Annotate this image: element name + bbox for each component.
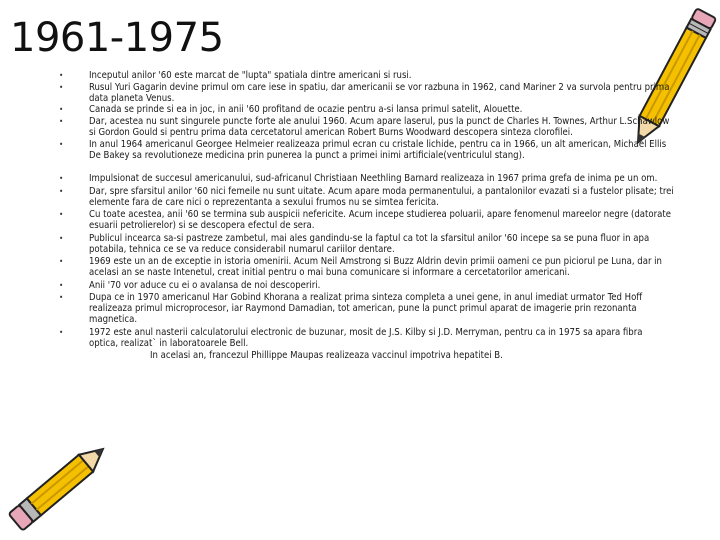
list-item-text: 1969 este un an de exceptie in istoria omenirii. Acum Neil Amstrong si Buzz Aldrin devin primii oameni ce pun piciorul pe Luna, dar in acelasi an se naste Intenetul, creat initial pentru o mai buna comunicare si informare a cercetatorilor americani. [89, 256, 662, 279]
list-item [58, 116, 674, 138]
bullet-icon: • [59, 186, 64, 196]
content-body [58, 70, 674, 362]
bullet-icon: • [59, 280, 64, 290]
list-item [58, 104, 674, 115]
list-item-text: Anii '70 vor aduce cu ei o avalansa de noi descoperiri. [89, 279, 321, 291]
list-item [58, 173, 674, 184]
bullet-icon: • [59, 257, 64, 267]
bullet-icon: • [59, 327, 64, 337]
list-item [58, 327, 674, 349]
bullet-list-2 [58, 173, 674, 361]
list-item-text: Dupa ce in 1970 americanul Har Gobind Khorana a realizat prima sinteza completa a unei gene, in anul imediat urmator Ted Hoff realizeaza primul microprocesor, iar Raymond Damadian, tot american, pune la punct primul aparat de imagerie prin rezonanta magnetica. [89, 291, 643, 326]
list-item [58, 82, 674, 104]
list-item-continuation [58, 350, 674, 361]
list-item-text: In anul 1964 americanul Georgee Helmeier realizeaza primul ecran cu cristale lichide, pentru ca in 1966, un alt american, Michael Ellis De Bakey sa revolutioneze medicina prin punerea la punct a primei inimi artificiale(ventriculul stang). [89, 138, 667, 161]
bullet-icon: • [59, 105, 64, 115]
list-item [58, 292, 674, 325]
list-item [58, 70, 674, 81]
list-item-text: Cu toate acestea, anii '60 se termina sub auspicii nefericite. Acum incepe studierea poluarii, apare fenomenul mareelor negre (datorate esuarii petrolierelor) si se descopera efectul de sera. [89, 209, 671, 232]
bullet-icon: • [59, 116, 64, 126]
list-item [58, 209, 674, 231]
list-item-text: Inceputul anilor '60 este marcat de "lupta" spatiala dintre americani si rusi. [89, 70, 412, 81]
list-item [58, 280, 674, 291]
pencil-icon [0, 430, 120, 540]
list-item-text: Dar, acestea nu sunt singurele puncte forte ale anului 1960. Acum apare laserul, pus la punct de Charles H. Townes, Arthur L.Schawlow si Gordon Gould si pentru prima data cercetatorul american Robert Burns Woodward descopera sinteza clorofilei. [89, 115, 670, 138]
list-item [58, 256, 674, 278]
bullet-icon: • [59, 210, 64, 220]
list-item [58, 233, 674, 255]
bullet-icon: • [59, 71, 64, 80]
bullet-icon: • [59, 292, 64, 302]
list-item-text: In acelasi an, francezul Phillippe Maupas realizeaza vaccinul impotriva hepatitei B. [150, 350, 503, 362]
list-item-text: 1972 este anul nasterii calculatorului electronic de buzunar, mosit de J.S. Kilby si J.D. Merryman, pentru ca in 1975 sa apara fibra optica, realizat` in laboratoarele Bell. [89, 326, 643, 349]
bullet-icon: • [59, 174, 64, 184]
bullet-icon: • [59, 139, 64, 149]
list-item-text: Publicul incearca sa-si pastreze zambetul, mai ales gandindu-se la faptul ca tot la sfarsitul anilor '60 incepe sa se puna fluor in apa potabila, tehnica ce se va reduce considerabil numarul cariilor dentare. [89, 232, 650, 255]
bullet-list-1 [58, 70, 674, 161]
slide-title: 1961-1975 [10, 15, 224, 61]
list-item [58, 139, 674, 161]
list-item-text: Canada se prinde si ea in joc, in anii '60 profitand de ocazie pentru a-si lansa primul satelit, Alouette. [89, 104, 523, 116]
list-item-text: Rusul Yuri Gagarin devine primul om care iese in spatiu, dar americanii se vor razbuna in 1962, cand Mariner 2 va survola pentru prima data planeta Venus. [89, 81, 670, 104]
bullet-icon: • [59, 233, 64, 243]
list-item-text: Impulsionat de succesul americanului, sud-africanul Christiaan Neethling Barnard realizeaza in 1967 prima grefa de inima pe un om. [89, 173, 658, 185]
bullet-icon: • [59, 82, 64, 92]
list-item [58, 186, 674, 208]
list-item-text: Dar, spre sfarsitul anilor '60 nici femeile nu sunt uitate. Acum apare moda permanentului, a pantalonilor evazati si a fustelor plisate; trei elemente fara de care nici o reprezentanta a sexului frumos nu se simtea fericita. [89, 185, 674, 208]
